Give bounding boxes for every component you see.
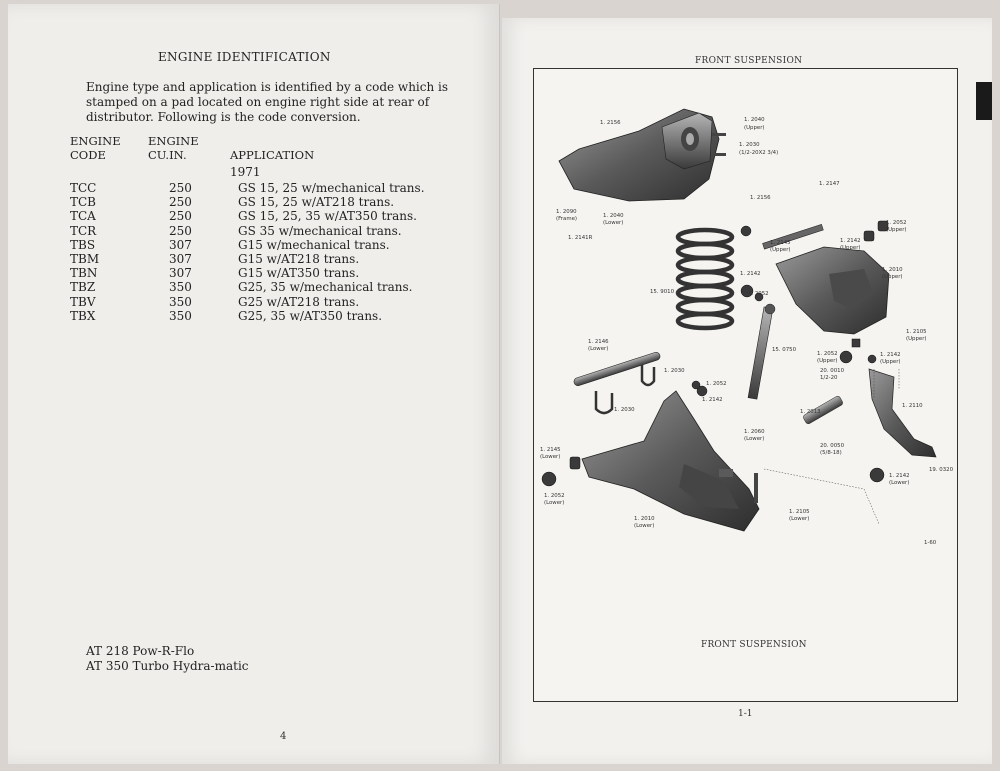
callout: 1. 2142: [702, 397, 723, 403]
table-row: TBV 350 G25 w/AT218 trans.: [70, 294, 360, 309]
callout: (Upper): [817, 358, 838, 364]
callout: (Frame): [556, 216, 578, 222]
section-header: FRONT SUSPENSION: [695, 56, 803, 66]
note-line: AT 218 Pow-R-Flo: [86, 644, 195, 658]
callout: 19. 0320: [929, 467, 954, 473]
coil-spring: [678, 230, 732, 328]
callout: 1. 2030: [739, 142, 760, 148]
table-row: TBX 350 G25, 35 w/AT350 trans.: [70, 308, 383, 323]
callout: 1. 2030: [664, 368, 685, 374]
intro-paragraph: Engine type and application is identified by a code which is stamped on a pad located on engine right side at rear of distributor. Following is the code conversion.: [86, 80, 449, 124]
callout: 1. 2052: [817, 351, 838, 357]
column-header-application: APPLICATION: [230, 148, 315, 162]
callout: 1. 2156: [750, 195, 771, 201]
diagram-frame: [533, 68, 958, 702]
callout: 1. 2052: [544, 493, 565, 499]
figure-number: 1-60: [924, 540, 937, 546]
callout: 15. 0750: [772, 347, 797, 353]
callout: 1. 2052: [706, 381, 727, 387]
callout: (Upper): [770, 247, 791, 253]
callout: (Lower): [603, 220, 624, 226]
callout: (Lower): [540, 454, 561, 460]
callout: (Lower): [889, 480, 910, 486]
callout: 20. 0050: [820, 443, 845, 449]
callout: 1. 2156: [600, 120, 621, 126]
frame-bracket: [559, 109, 726, 201]
callout: 1. 2013: [800, 409, 821, 415]
note-line: AT 350 Turbo Hydra-matic: [86, 659, 249, 673]
model-year: 1971: [230, 165, 261, 179]
transmission-notes: [86, 644, 249, 674]
table-row: TBM 307 G15 w/AT218 trans.: [70, 251, 360, 266]
page-number-right: 1-1: [738, 709, 753, 719]
callout: 1. 2090: [556, 209, 577, 215]
callout: 1. 2145: [770, 240, 791, 246]
callout: 1. 2052: [748, 291, 769, 297]
shock-absorber: [748, 304, 775, 399]
column-header-engine-code: ENGINE CODE: [70, 134, 121, 162]
callout: 1. 2147: [819, 181, 840, 187]
callout: (Lower): [744, 436, 765, 442]
table-row: TCB 250 GS 15, 25 w/AT218 trans.: [70, 195, 395, 210]
callout: 1. 2105: [906, 329, 927, 335]
callout: 1. 2110: [902, 403, 923, 409]
engine-code-table: [70, 181, 450, 323]
callout: 15. 9010: [650, 289, 675, 295]
page-title: ENGINE IDENTIFICATION: [158, 50, 331, 64]
callout: 1. 2030: [614, 407, 635, 413]
callout: (Lower): [634, 523, 655, 529]
callout: 1. 2142: [889, 473, 910, 479]
table-row: TBS 307 G15 w/mechanical trans.: [70, 237, 390, 252]
callout: 1. 2142: [740, 271, 761, 277]
callout: (Upper): [882, 274, 903, 280]
callout: (Upper): [744, 125, 765, 131]
table-row: TCR 250 GS 35 w/mechanical trans.: [70, 223, 402, 238]
callout: 1. 2040: [744, 117, 765, 123]
left-page: [8, 4, 500, 764]
right-page: [502, 18, 992, 764]
callout: 1. 2142: [840, 238, 861, 244]
callout: 20. 0010: [820, 368, 845, 374]
column-header-engine-cu-in: ENGINE CU.IN.: [148, 134, 199, 162]
callout: 1. 2145: [540, 447, 561, 453]
callout: (Upper): [880, 359, 901, 365]
callout: 1. 2010: [634, 516, 655, 522]
page-number-left: 4: [280, 731, 287, 742]
callout: (Upper): [886, 227, 907, 233]
callout: 1. 2010: [882, 267, 903, 273]
callout: (Upper): [906, 336, 927, 342]
diagram-caption: FRONT SUSPENSION: [701, 640, 807, 650]
callout: 1. 2040: [603, 213, 624, 219]
lower-shaft: [573, 351, 661, 386]
callout: 1/2-20: [820, 375, 838, 381]
table-row: TCC 250 GS 15, 25 w/mechanical trans.: [70, 181, 425, 195]
callout: 1. 2146: [588, 339, 609, 345]
callout: 1. 2142: [880, 352, 901, 358]
table-row: TBN 307 G15 w/AT350 trans.: [70, 266, 360, 281]
table-row: TCA 250 GS 15, 25, 35 w/AT350 trans.: [70, 209, 417, 224]
callout: 1. 2141R: [568, 235, 593, 241]
callout: (5/8-18): [820, 450, 842, 456]
callout: (Lower): [789, 516, 810, 522]
callout: 1. 2105: [789, 509, 810, 515]
section-tab-marker: [976, 82, 992, 120]
callout: (Lower): [544, 500, 565, 506]
callout: (1/2-20X2 3/4): [739, 150, 779, 156]
callout: 1. 2060: [744, 429, 765, 435]
callout: (Lower): [588, 346, 609, 352]
callout: (Upper): [840, 245, 861, 251]
front-suspension-exploded-diagram: [534, 69, 957, 589]
callout: 1. 2052: [886, 220, 907, 226]
table-row: TBZ 350 G25, 35 w/mechanical trans.: [70, 280, 413, 295]
